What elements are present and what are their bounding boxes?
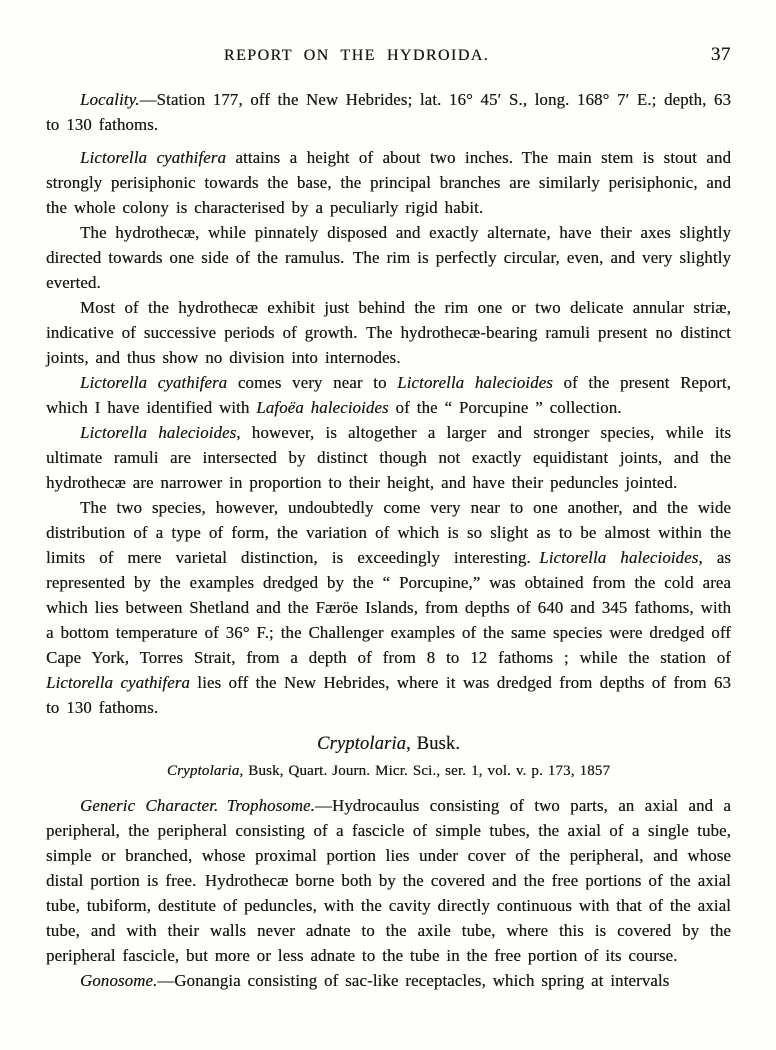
text-segment: —Station 177, off the New Hebrides; lat. 16° 45′ S., long. 168° 7′ E.; depth, 63 to 130 fathoms. <box>46 90 731 134</box>
italic-text-segment: Cryptolaria <box>166 763 240 779</box>
page-number: 37 <box>710 44 731 65</box>
text-segment: , Busk. <box>406 734 460 754</box>
paragraph <box>46 495 731 720</box>
text-segment: , Busk, Quart. Journ. Micr. Sci., ser. 1, vol. v. p. 173, 1857 <box>239 763 611 779</box>
running-title: REPORT ON THE HYDROIDA. <box>223 47 490 64</box>
italic-text-segment: Locality. <box>80 90 140 109</box>
italic-text-segment: Lictorella cyathifera <box>80 373 228 392</box>
italic-text-segment: Lictorella halecioides <box>539 548 699 567</box>
italic-text-segment: Lafoëa halecioides <box>256 398 389 417</box>
text-segment: attains a height of about two inches. The main stem is stout and strongly perisiphonic towards the base, the principal branches are similarly perisiphonic, and the whole colony is characterised by a peculiarly rigid habit. <box>46 148 731 217</box>
text-segment: of the “ Porcupine ” collection. <box>388 398 622 417</box>
paragraph <box>46 87 731 137</box>
italic-text-segment: Lictorella halecioides <box>397 373 553 392</box>
paragraph <box>46 295 731 370</box>
text-segment: , however, is altogether a larger and stronger species, while its ultimate ramuli are intersected by distinct though not exactly equidistant joints, and the hydrothecæ are narrower in proportion to their height, and have their peduncles jointed. <box>46 423 732 492</box>
text-segment: of the present Report, which I have identified with <box>46 373 732 417</box>
section-heading <box>46 732 731 756</box>
page-header <box>46 44 731 66</box>
page-body <box>46 87 731 993</box>
italic-text-segment: Gonosome. <box>80 971 158 990</box>
text-segment: The hydrothecæ, while pinnately disposed and exactly alternate, have their axes slightly directed towards one side of the ramulus. The rim is perfectly circular, even, and very slightly everted. <box>46 223 731 292</box>
paragraph <box>46 220 731 295</box>
text-segment: , as represented by the examples dredged by the “ Porcupine,” was obtained from the cold area which lies between Shetland and the Færöe Islands, from depths of 640 and 345 fathoms, with a bottom temperature of 36° F.; the Challenger examples of the same species were dredged off Cape York, Torres Strait, from a depth of from 8 to 12 fathoms ; while the station of <box>46 548 731 667</box>
italic-text-segment: Cryptolaria <box>317 734 407 754</box>
paragraph <box>46 793 731 968</box>
italic-text-segment: Generic Character. Trophosome. <box>80 796 316 815</box>
text-segment: The two species, however, undoubtedly come very near to one another, and the wide distribution of a type of form, the variation of which is so slight as to be almost within the limits of mere varietal distinction, is exceedingly interesting. <box>46 498 731 567</box>
citation-line <box>46 762 731 781</box>
text-segment: Most of the hydrothecæ exhibit just behind the rim one or two delicate annular striæ, indicative of successive periods of growth. The hydrothecæ-bearing ramuli present no distinct joints, and thus show no division into internodes. <box>46 298 731 367</box>
paragraph <box>46 145 731 220</box>
text-segment: —Gonangia consisting of sac-like receptacles, which spring at intervals <box>157 971 670 990</box>
paragraph <box>46 370 731 420</box>
text-segment: lies off the New Hebrides, where it was dredged from depths of from 63 to 130 fathoms. <box>46 673 731 717</box>
italic-text-segment: Lictorella halecioides <box>80 423 237 442</box>
paragraph <box>46 420 731 495</box>
italic-text-segment: Lictorella cyathifera <box>80 148 226 167</box>
text-segment: comes very near to <box>227 373 398 392</box>
italic-text-segment: Lictorella cyathifera <box>46 673 190 692</box>
paragraph <box>46 968 731 993</box>
text-segment: —Hydrocaulus consisting of two parts, an axial and a peripheral, the peripheral consisting of a fascicle of simple tubes, the axial of a single tube, simple or branched, whose proximal portion lies under cover of the peripheral, and whose distal portion is free. Hydrothecæ borne both by the covered and the free portions of the axial tube, tubiform, destitute of peduncles, with the cavity directly continuous with that of the axial tube, and with their walls never adnate to the axile tube, where this is covered by the peripheral fascicle, but more or less adnate to the tube in the free portion of its course. <box>46 796 731 965</box>
